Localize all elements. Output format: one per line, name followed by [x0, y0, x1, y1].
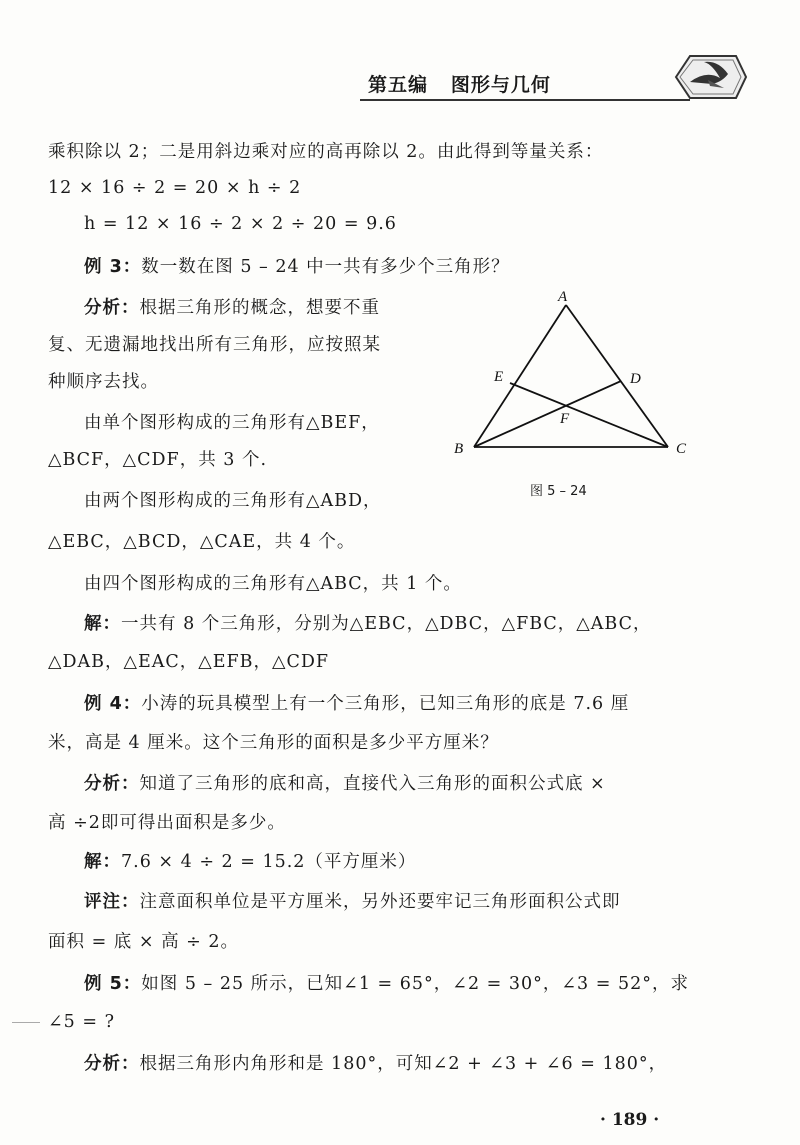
analysis-label: 分析： [84, 1054, 140, 1074]
chapter-label: 第五编 [368, 74, 429, 96]
solution-4-line [84, 850, 416, 874]
note-text: 注意面积单位是平方厘米，另外还要牢记三角形面积公式即 [139, 892, 621, 912]
example-text: 数一数在图 5 – 24 中一共有多少个三角形？ [141, 257, 510, 277]
text-line: 复、无遗漏地找出所有三角形，应按照某 [48, 335, 381, 355]
analysis-text: 根据三角形内角形和是 180°，可知∠2 + ∠3 + ∠6 = 180°， [139, 1054, 668, 1074]
example-3-line [84, 255, 510, 279]
analysis-label: 分析： [84, 774, 140, 794]
section-label: 图形与几何 [450, 74, 551, 96]
text-line: △BCF，△CDF，共 3 个. [48, 450, 268, 470]
analysis-text: 根据三角形的概念，想要不重 [139, 298, 380, 318]
example-label: 例 4： [84, 694, 142, 714]
text-line: 面积 = 底 × 高 ÷ 2。 [48, 932, 239, 952]
text-line: 种顺序去找。 [48, 372, 159, 392]
text-line: △EBC，△BCD，△CAE，共 4 个。 [48, 532, 356, 552]
solution-label: 解： [84, 852, 121, 872]
text-line: ∠5 = ? [48, 1012, 115, 1032]
analysis-5-line [84, 1052, 667, 1076]
text-line-1: 乘积除以 2；二是用斜边乘对应的高再除以 2。由此得到等量关系： [48, 142, 604, 162]
text-line: 由单个图形构成的三角形有△BEF， [84, 413, 380, 433]
example-text: 小涛的玩具模型上有一个三角形，已知三角形的底是 7.6 厘 [141, 694, 630, 714]
figure-caption: 图 5 – 24 [530, 484, 587, 499]
header-rule [360, 99, 690, 101]
solution-text: 7.6 × 4 ÷ 2 = 15.2（平方厘米） [121, 852, 417, 872]
text-line: △DAB，△EAC，△EFB，△CDF [48, 652, 330, 672]
example-label: 例 3： [84, 257, 142, 277]
example-5-line [84, 972, 689, 996]
equation-line: h = 12 × 16 ÷ 2 × 2 ÷ 20 = 9.6 [84, 214, 397, 234]
text-line: 米，高是 4 厘米。这个三角形的面积是多少平方厘米？ [48, 733, 499, 753]
example-text: 如图 5 – 25 所示，已知∠1 = 65°，∠2 = 30°，∠3 = 52°，求 [141, 974, 689, 994]
note-label: 评注： [84, 892, 140, 912]
vertex-label-d: D [630, 371, 641, 387]
solution-label: 解： [84, 614, 121, 634]
analysis-3-line [84, 296, 380, 320]
solution-text: 一共有 8 个三角形，分别为△EBC，△DBC，△FBC，△ABC， [121, 614, 652, 634]
vertex-label-a: A [558, 289, 568, 305]
vertex-label-c: C [676, 441, 687, 457]
text-line: 由两个图形构成的三角形有△ABD， [84, 491, 382, 511]
solution-3-line [84, 612, 651, 636]
triangle-figure [440, 285, 700, 469]
margin-mark [12, 1022, 40, 1023]
example-4-line [84, 692, 629, 716]
note-line [84, 890, 621, 914]
book-bird-emblem-icon [668, 52, 748, 106]
text-line: 高 ÷2即可得出面积是多少。 [48, 813, 286, 833]
chapter-header [368, 70, 551, 97]
vertex-label-e: E [494, 369, 504, 385]
vertex-label-f: F [560, 411, 570, 427]
analysis-text: 知道了三角形的底和高，直接代入三角形的面积公式底 × [139, 774, 606, 794]
equation-line: 12 × 16 ÷ 2 = 20 × h ÷ 2 [48, 178, 302, 198]
text-line: 由四个图形构成的三角形有△ABC，共 1 个。 [84, 574, 462, 594]
example-label: 例 5： [84, 974, 142, 994]
analysis-label: 分析： [84, 298, 140, 318]
analysis-4-line [84, 772, 606, 796]
page-number: · 189 · [600, 1110, 660, 1130]
vertex-label-b: B [454, 441, 464, 457]
